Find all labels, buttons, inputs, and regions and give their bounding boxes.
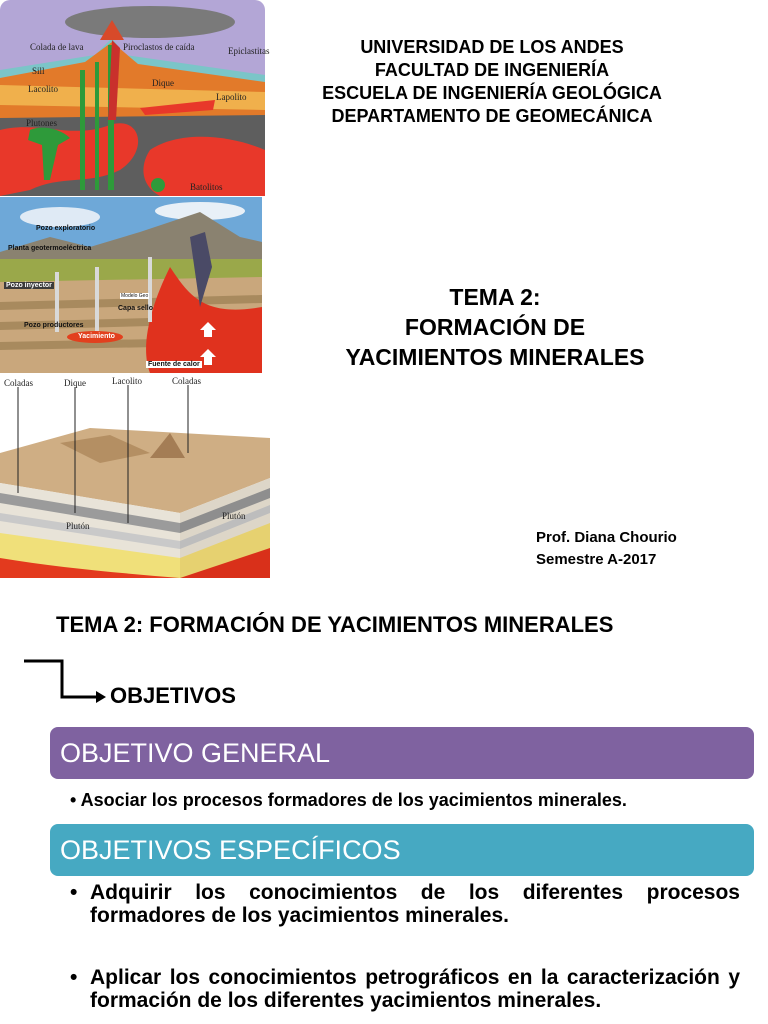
bullet-glyph: •	[70, 966, 78, 989]
specific-objective-item	[70, 881, 740, 927]
volcano-label: Dique	[152, 78, 174, 88]
geothermal-label: Modelo Geo	[121, 293, 149, 299]
bullet-glyph: •	[70, 790, 77, 810]
general-objective-item	[70, 790, 627, 811]
block-label: Coladas	[172, 376, 201, 386]
geothermal-label: Pozo productores	[24, 322, 84, 329]
author-block	[536, 527, 677, 571]
author-semester: Semestre A-2017	[536, 551, 657, 568]
block-label: Lacolito	[112, 376, 142, 386]
volcano-label: Batolitos	[190, 182, 223, 192]
institution-line: DEPARTAMENTO DE GEOMECÁNICA	[331, 106, 653, 126]
volcano-label: Epiclastitas	[228, 46, 270, 56]
section-heading: OBJETIVOS	[110, 683, 236, 708]
geothermal-field-image	[0, 197, 262, 373]
volcano-label: Piroclastos de caída	[123, 42, 195, 52]
block-label: Plutón	[222, 511, 246, 521]
institution-line: FACULTAD DE INGENIERÍA	[374, 60, 610, 80]
volcano-label: Colada de lava	[30, 42, 84, 52]
slide-title: TEMA 2: FORMACIÓN DE YACIMIENTOS MINERALES	[56, 612, 614, 637]
volcano-label: Lacolito	[28, 84, 58, 94]
general-objective-header: OBJETIVO GENERAL	[50, 727, 754, 779]
block-label: Plutón	[66, 521, 90, 531]
objectives-slide	[0, 585, 768, 1024]
geothermal-label: Capa sello	[118, 305, 154, 312]
author-name: Prof. Diana Chourio	[536, 529, 677, 546]
cover-title	[300, 282, 690, 372]
arrow-icon	[20, 655, 110, 705]
geothermal-label: Yacimiento	[78, 333, 115, 340]
institution-header	[300, 36, 684, 128]
volcano-cross-section-image	[0, 0, 270, 196]
specific-objectives-header: OBJETIVOS ESPECÍFICOS	[50, 824, 754, 876]
geothermal-label: Pozo exploratorio	[36, 225, 96, 232]
institution-line: ESCUELA DE INGENIERÍA GEOLÓGICA	[322, 83, 662, 103]
geothermal-label: Fuente de calor	[148, 361, 200, 368]
volcano-label: Lapolito	[216, 92, 247, 102]
block-label: Dique	[64, 378, 86, 388]
volcano-label: Plutones	[26, 118, 58, 128]
bullet-glyph: •	[70, 881, 78, 904]
geologic-block-diagram-image	[0, 373, 270, 578]
general-objective-text: Asociar los procesos formadores de los yacimientos minerales.	[80, 790, 627, 810]
geothermal-label: Pozo inyector	[6, 282, 52, 289]
specific-objective-text: Adquirir los conocimientos de los diferentes procesos formadores de los yacimientos minerales.	[90, 881, 740, 927]
specific-objective-text: Aplicar los conocimientos petrográficos en la caracterización y formación de los diferentes yacimientos minerales.	[90, 966, 740, 1012]
cover-title-line: FORMACIÓN DE	[404, 314, 586, 340]
institution-line: UNIVERSIDAD DE LOS ANDES	[360, 37, 624, 57]
geothermal-label: Planta geotermoeléctrica	[8, 245, 92, 252]
volcano-label: Sill	[32, 66, 45, 76]
cover-title-line: YACIMIENTOS MINERALES	[345, 344, 645, 370]
cover-title-line: TEMA 2:	[449, 284, 541, 310]
block-label: Coladas	[4, 378, 33, 388]
specific-objective-item	[70, 966, 740, 1012]
